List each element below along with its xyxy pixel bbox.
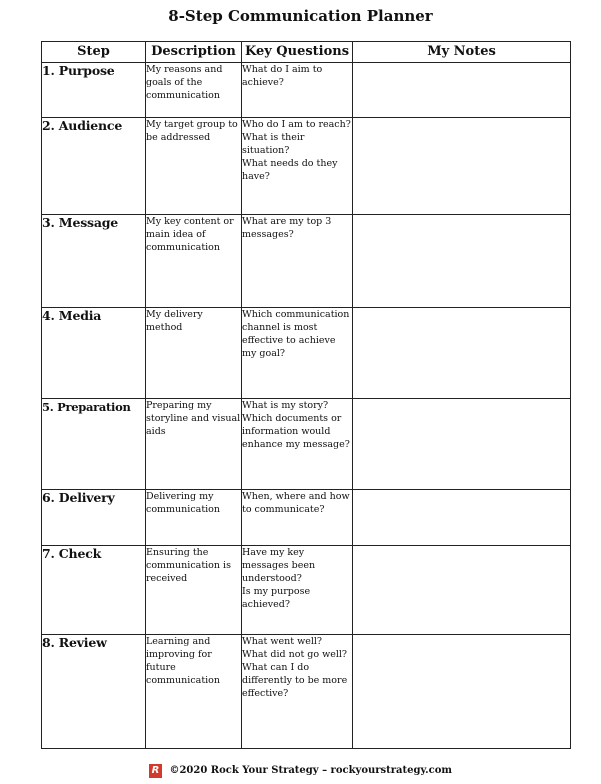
table-row	[42, 546, 571, 635]
key-question: What are my top 3 messages?	[242, 216, 332, 240]
header-my-notes: My Notes	[353, 42, 571, 63]
key-question: What is my story?	[242, 400, 329, 411]
table-row	[42, 118, 571, 215]
key-questions-cell	[242, 546, 353, 635]
header-step: Step	[42, 42, 146, 63]
key-questions-cell	[242, 399, 353, 490]
step-cell: 3. Message	[42, 215, 146, 308]
description-cell: Ensuring the communication is received	[146, 546, 242, 635]
footer	[0, 763, 601, 780]
step-cell: 7. Check	[42, 546, 146, 635]
key-question: What do I aim to achieve?	[242, 64, 323, 88]
notes-cell[interactable]	[353, 63, 571, 118]
key-question: What can I do differently to be more effective?	[242, 662, 348, 699]
table-row	[42, 399, 571, 490]
planner-table	[41, 41, 571, 749]
description-cell: Preparing my storyline and visual aids	[146, 399, 242, 490]
table-row	[42, 215, 571, 308]
key-questions-cell	[242, 215, 353, 308]
notes-cell[interactable]	[353, 399, 571, 490]
key-question: Is my purpose achieved?	[242, 586, 311, 610]
key-question: What needs do they have?	[242, 158, 338, 182]
rock-your-strategy-logo-icon: R	[149, 764, 162, 778]
notes-cell[interactable]	[353, 546, 571, 635]
key-questions-cell	[242, 118, 353, 215]
header-description: Description	[146, 42, 242, 63]
key-question: What did not go well?	[242, 649, 348, 660]
footer-copyright: ©2020 Rock Your Strategy – rockyourstrategy.com	[169, 765, 452, 776]
table-row	[42, 63, 571, 118]
step-cell: 8. Review	[42, 635, 146, 749]
header-key-questions: Key Questions	[242, 42, 353, 63]
key-question: Which documents or information would enhance my message?	[242, 413, 350, 450]
step-cell: 4. Media	[42, 308, 146, 399]
description-cell: My delivery method	[146, 308, 242, 399]
step-cell: 6. Delivery	[42, 490, 146, 546]
key-question: When, where and how to communicate?	[242, 491, 350, 515]
description-cell: My target group to be addressed	[146, 118, 242, 215]
key-question: What is their situation?	[242, 132, 305, 156]
step-cell: 1. Purpose	[42, 63, 146, 118]
key-question: Have my key messages been understood?	[242, 547, 316, 584]
description-cell: Learning and improving for future communication	[146, 635, 242, 749]
step-cell: 2. Audience	[42, 118, 146, 215]
description-cell: Delivering my communication	[146, 490, 242, 546]
notes-cell[interactable]	[353, 118, 571, 215]
table-row	[42, 635, 571, 749]
step-cell: 5. Preparation	[42, 399, 146, 490]
table-row	[42, 490, 571, 546]
notes-cell[interactable]	[353, 635, 571, 749]
notes-cell[interactable]	[353, 490, 571, 546]
page-title: 8-Step Communication Planner	[168, 7, 433, 25]
notes-cell[interactable]	[353, 215, 571, 308]
key-question: Who do I am to reach?	[242, 119, 351, 130]
key-questions-cell	[242, 63, 353, 118]
table-row	[42, 308, 571, 399]
header-row	[42, 42, 571, 63]
description-cell: My reasons and goals of the communication	[146, 63, 242, 118]
description-cell: My key content or main idea of communication	[146, 215, 242, 308]
key-questions-cell	[242, 490, 353, 546]
key-questions-cell	[242, 635, 353, 749]
notes-cell[interactable]	[353, 308, 571, 399]
key-question: Which communication channel is most effective to achieve my goal?	[242, 309, 350, 359]
key-questions-cell	[242, 308, 353, 399]
key-question: What went well?	[242, 636, 323, 647]
